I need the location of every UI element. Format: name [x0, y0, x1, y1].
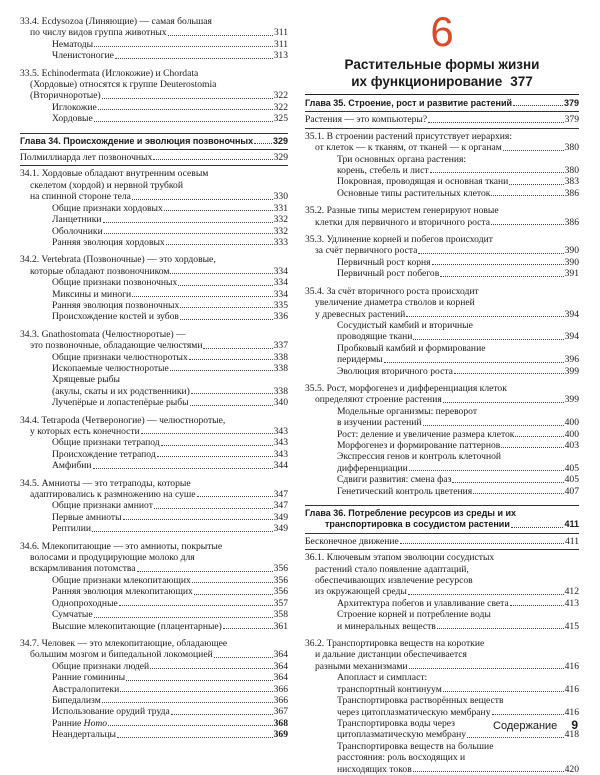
toc-entry-36-2: 36.2. Транспортировка веществ на короткие [305, 638, 485, 650]
toc-entry: корень, стебель и лист 380 [337, 165, 579, 177]
toc-entry-34-3: 34.3. Gnathostomata (Челюстноротые) — [20, 328, 186, 340]
toc-entry: Основные типы растительных клеток 386 [337, 187, 579, 199]
toc-entry: разными механизмами 416 [315, 660, 579, 672]
toc-entry: нисходящих токов 420 [337, 763, 579, 775]
page-footer [493, 718, 578, 732]
toc-entry: у древесных растений 394 [315, 308, 579, 320]
toc-entry: Первичный рост корня 390 [337, 256, 579, 268]
toc-entry: Первичный рост побегов 391 [337, 268, 579, 280]
chapter-36-heading: Глава 36. Потребление ресурсов из среды и их [305, 508, 517, 518]
toc-entry-34-7: 34.7. Человек — это млекопитающие, обладающее [20, 637, 228, 649]
toc-entry: Покровная, проводящая и основная ткани 383 [337, 176, 579, 188]
toc-entry: Эволюция вторичного роста 399 [337, 365, 579, 377]
toc-entry: Австралопитеки 366 [52, 683, 288, 695]
toc-entry: Оболочники 332 [52, 225, 288, 237]
toc-entry: Общие признаки людей 364 [52, 660, 288, 672]
toc-entry: перидермы 396 [337, 354, 579, 366]
toc-entry: Генетический контроль цветения 407 [337, 485, 579, 497]
toc-entry: Неандертальцы 369 [52, 729, 288, 741]
part-title: Растительные формы жизни их функционирование 377 [344, 57, 540, 89]
toc-entry: Хордовые 325 [52, 113, 288, 125]
toc-entry: Ланцетники 332 [52, 214, 288, 226]
toc-entry-34-2: 34.2. Vertebrata (Позвоночные) — это хордовые, [20, 254, 216, 266]
toc-entry: определяют строение растения 399 [315, 394, 579, 406]
toc-entry: Лучепёрые и лопастепёрые рыбы 340 [52, 397, 288, 409]
toc-entry: проводящие ткани 394 [337, 331, 579, 343]
toc-entry: в изучении растений 400 [337, 417, 579, 429]
toc-entry: Миксины и миноги 334 [52, 288, 288, 300]
toc-entry: (Вторичноротые) 322 [30, 90, 288, 102]
toc-entry: Рептилии 349 [52, 523, 288, 535]
footer-label: Содержание [493, 720, 558, 732]
toc-entry: на спинной стороне тела 330 [30, 191, 288, 203]
toc-entry-34-4: 34.4. Tetrapoda (Четвероногие) — челюстноротые, [20, 414, 226, 426]
toc-entry: цитоплазматическую мембрану 418 [337, 729, 579, 741]
toc-entry: по числу видов группа животных 311 [30, 27, 288, 39]
toc-entry: Общие признаки позвоночных 334 [52, 277, 288, 289]
toc-entry: Ранняя эволюция млекопитающих 356 [52, 586, 288, 598]
toc-entry: Членистоногие 313 [52, 50, 288, 62]
toc-entry: у которых есть конечности 343 [30, 426, 288, 437]
toc-entry: Сдвиги развития: смена фаз 405 [337, 474, 579, 486]
part-number: 6 [430, 8, 454, 55]
toc-entry: Высшие млекопитающие (плацентарные) 361 [52, 620, 288, 632]
toc-right-column: 6 Растительные формы жизни их функционирование 377 Глава 35. Строение, рост и развитие растений 379 Растения — это компьютеры? 379 35.1. В строении растений присутствует иерархия: от клеток — к тканям, от тканей — к органам 380 Три основных органа растения: корень, стебель и лист 380 Покровная, проводящая и основная ткани 383 Основные типы растительных клеток 386 35.2. Разные типы меристем генерируют новые клетки для первичного и вторичного роста 386 35.3. Удлинение корней и побегов происходит за счёт первичного роста 390 Первичный рост корня 390 Первичный рост побегов 391 35.4. За счёт вторичного роста происходит увеличение диаметра стволов и корней у древесных растений 394 Сосудистый камбий и вторичные проводящие ткани 394 Пробковый камбий и формирование перидермы 396 Эволюция вторичного роста 399 35.5. Рост, морфогенез и дифференциация клеток определяют строение растения 399 Модельные организмы: переворот в изучении растений 400 Рост: деление и увеличение размера клеток 400 Морфогенез и формирование паттернов 403 Экспрессия генов и контроль клеточной дифференциации 405 Сдвиги развития: смена фаз 405 Генетический контроль цветения 407 Глава 36. Потребление ресурсов из среды и их транспортировка в сосудистом растении 411 Бесконечное движение 411 36.1. Ключевым этапом эволюции сосудистых растений стало появление адаптаций, обеспечивающих извлечение ресурсов из окружающей среды 412 Архитектура побегов и улавливание света 413 Строение корней и потребление воды и минеральных веществ 415 36.2. Транспортировка веществ на короткие и дальние дистанции обеспечивается разными механизмами 416 Апопласт и симпласт: транспортный континуум 416 Транспортировка растворённых веществ через цитоплазматическую мембрану 416 Транспортировка воды через цитоплазматическую мембрану 418 Транспортировка веществ на большие расстояния: роль восходящих и нисходящих токов 420 [305, 8, 579, 775]
toc-entry: Бесконечное движение 411 [305, 535, 579, 547]
toc-entry: Растения — это компьютеры? 379 [305, 114, 579, 126]
toc-entry: Нематоды 311 [52, 38, 288, 50]
toc-entry: Ранние гоминины 364 [52, 672, 288, 684]
toc-entry: и минеральных веществ 415 [337, 620, 579, 632]
toc-entry-35-1: 35.1. В строении растений присутствует иерархия: [305, 130, 513, 142]
toc-entry-35-3: 35.3. Удлинение корней и побегов происходит [305, 234, 493, 246]
toc-entry: Сумчатые 358 [52, 609, 288, 621]
toc-entry: транспортный континуум 416 [337, 683, 579, 695]
toc-entry: Архитектура побегов и улавливание света 413 [337, 597, 579, 609]
toc-entry: транспортировка в сосудистом растении 411 [325, 519, 579, 530]
toc-entry: Общие признаки млекопитающих 356 [52, 574, 288, 586]
chapter-35-heading: Глава 35. Строение, рост и развитие растений 379 [305, 98, 579, 108]
toc-entry-35-2: 35.2. Разные типы меристем генерируют новые [305, 205, 499, 217]
toc-entry: от клеток — к тканям, от тканей — к органам 380 [315, 142, 579, 154]
toc-entry-36-1: 36.1. Ключевым этапом эволюции сосудистых [305, 552, 495, 564]
toc-entry: из окружающей среды 412 [315, 586, 579, 598]
toc-entry: Рост: деление и увеличение размера клеток 400 [337, 428, 579, 440]
toc-left-column: 33.4. Ecdysozoa (Линяющие) — самая большая по числу видов группа животных 311 Нематоды 311 Членистоногие 313 33.5. Echinodermata (Иглокожие) и Chordata (Хордовые) относятся к группе Deuterostomia (Вторичноротые) 322 Иглокожие 322 Хордовые 325 Глава 34. Происхождение и эволюция позвоночных 329 Полмиллиарда лет позвоночных 329 34.1. Хордовые обладают внутренним осевым скелетом (хордой) и нервной трубкой на спинной стороне тела 330 Общие признаки хордовых 331 Ланцетники 332 Оболочники 332 Ранняя эволюция хордовых 333 34.2. Vertebrata (Позвоночные) — это хордовые, которые обладают позвоночником 334 Общие признаки позвоночных 334 Миксины и миноги 334 Ранняя эволюция позвоночных 335 Происхождение костей и зубов 336 34.3. Gnathostomata (Челюстноротые) — это позвоночные, обладающие челюстями 337 Общие признаки челюстноротых 338 Ископаемые челюстноротые 338 Хрящевые рыбы (акулы, скаты и их родственники) 338 Лучепёрые и лопастепёрые рыбы 340 34.4. Tetrapoda (Четвероногие) — челюстноротые, у которых есть конечности 343 Общие признаки тетрапод 343 Происхождение тетрапод 343 Амфибии 344 34.5. Амниоты — это тетраподы, которые адаптировались к размножению на суше 347 Общие признаки амниот 347 Первые амниоты 349 Рептилии 349 34.6. Млекопитающие — это амниоты, покрытые волосами и продуцирующие молоко для вскармливания потомства 356 Общие признаки млекопитающих 356 Ранняя эволюция млекопитающих 356 Однопроходные 357 Сумчатые 358 Высшие млекопитающие (плацентарные) 361 34.7. Человек — это млекопитающие, обладающее большим мозгом и бипедальной локомоцией 364 Общие признаки людей 364 Ранние гоминины 364 Австралопитеки 366 Бипедализм 366 Использование орудий труда 367 Ранние Homo 368 Неандертальцы 369 [20, 16, 288, 741]
toc-entry: вскармливания потомства 356 [30, 563, 288, 575]
toc-entry: Происхождение тетрапод 343 [52, 448, 288, 460]
toc-entry: через цитоплазматическую мембрану 416 [337, 706, 579, 718]
toc-entry: (акулы, скаты и их родственники) 338 [52, 385, 288, 397]
toc-entry-34-1: 34.1. Хордовые обладают внутренним осевым [20, 168, 209, 180]
toc-entry: Полмиллиарда лет позвоночных 329 [20, 152, 288, 164]
toc-entry: Происхождение костей и зубов 336 [52, 311, 288, 323]
chapter-34-heading: Глава 34. Происхождение и эволюция позвоночных 329 [20, 135, 288, 146]
toc-entry: за счёт первичного роста 390 [315, 245, 579, 257]
toc-entry-33-5: 33.5. Echinodermata (Иглокожие) и Chordata [20, 67, 199, 79]
toc-entry: большим мозгом и бипедальной локомоцией 364 [30, 649, 288, 661]
toc-entry-35-4: 35.4. За счёт вторичного роста происходит [305, 285, 479, 297]
toc-entry: Ранняя эволюция хордовых 333 [52, 236, 288, 248]
toc-entry-33-4: 33.4. Ecdysozoa (Линяющие) — самая большая [20, 16, 212, 27]
toc-entry: Общие признаки тетрапод 343 [52, 437, 288, 449]
toc-entry: адаптировались к размножению на суше 347 [30, 489, 288, 501]
toc-entry-34-6: 34.6. Млекопитающие — это амниоты, покрытые [20, 540, 223, 552]
toc-entry: Ранняя эволюция позвоночных 335 [52, 299, 288, 311]
toc-entry: Однопроходные 357 [52, 597, 288, 609]
toc-entry: это позвоночные, обладающие челюстями 337 [30, 340, 288, 352]
toc-entry: Общие признаки амниот 347 [52, 500, 288, 512]
toc-entry: которые обладают позвоночником 334 [30, 265, 288, 277]
toc-entry: Амфибии 344 [52, 460, 288, 472]
toc-entry: Общие признаки хордовых 331 [52, 202, 288, 214]
toc-entry: клетки для первичного и вторичного роста 386 [315, 216, 579, 228]
toc-entry: Использование орудий труда 367 [52, 706, 288, 718]
toc-entry: Ранние Homo 368 [52, 717, 288, 729]
toc-entry: Ископаемые челюстноротые 338 [52, 362, 288, 374]
page-number: 9 [571, 718, 578, 732]
toc-entry-34-5: 34.5. Амниоты — это тетраподы, которые [20, 477, 191, 489]
toc-entry: Морфогенез и формирование паттернов 403 [337, 439, 579, 451]
toc-entry: Иглокожие 322 [52, 101, 288, 113]
toc-entry-35-5: 35.5. Рост, морфогенез и дифференциация клеток [305, 382, 507, 394]
toc-entry: Общие признаки челюстноротых 338 [52, 351, 288, 363]
toc-entry: Первые амниоты 349 [52, 511, 288, 523]
toc-entry: Бипедализм 366 [52, 694, 288, 706]
toc-entry: дифференциации 405 [337, 462, 579, 474]
